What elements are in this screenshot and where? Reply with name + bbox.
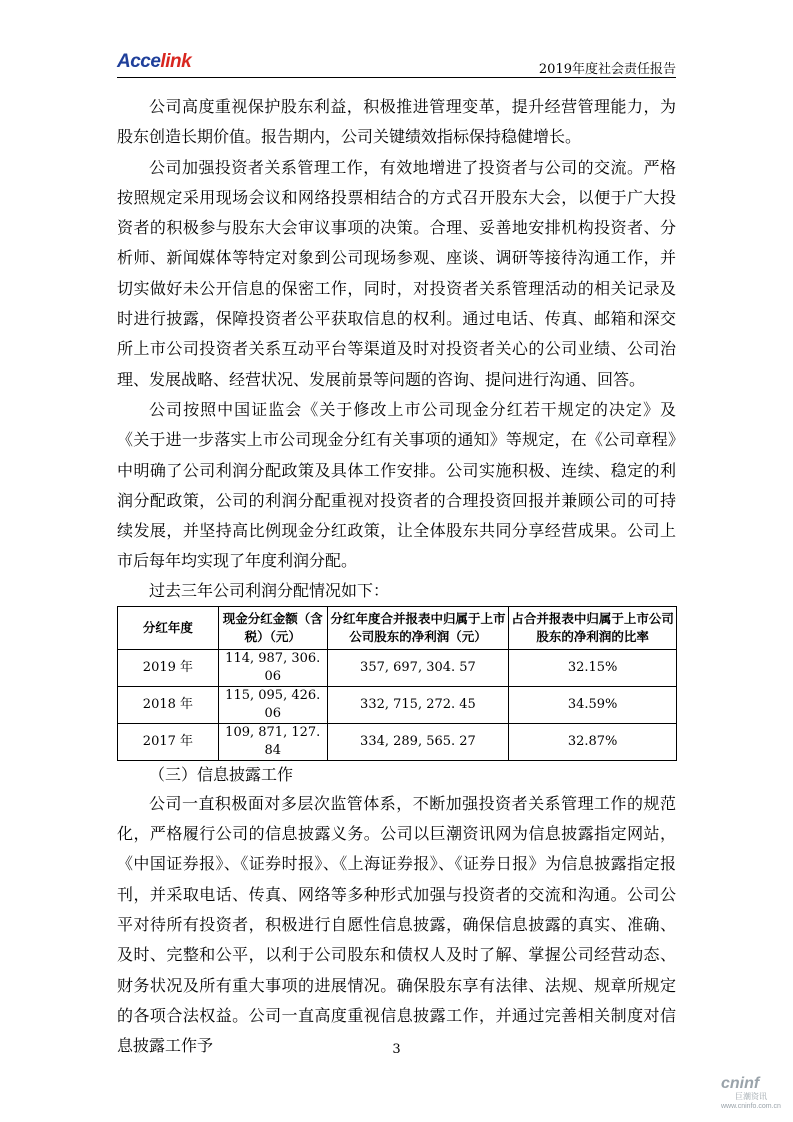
report-title: 2019年度社会责任报告 — [538, 62, 676, 77]
cell-cash-dividend: 115, 095, 426. 06 — [218, 686, 327, 723]
table-row — [118, 723, 677, 760]
cell-year: 2018 年 — [118, 686, 219, 723]
paragraph-information-disclosure: 公司一直积极面对多层次监管体系，不断加强投资者关系管理工作的规范化，严格履行公司的信息披露义务。公司以巨潮资讯网为信息披露指定网站，《中国证券报》、《证券时报》、《上海证券报》、《证券日报》为信息披露指定报刊，并采取电话、传真、网络等多种形式加强与投资者的交流和沟通。公司公平对待所有投资者，积极进行自愿性信息披露，确保信息披露的真实、准确、及时、完整和公平，以利于公司股东和债权人及时了解、掌握公司经营动态、财务状况及所有重大事项的进展情况。确保股东享有法律、法规、规章所规定的各项合法权益。公司一直高度重视信息披露工作，并通过完善相关制度对信息披露工作予 — [117, 793, 676, 1056]
header-year: 分红年度 — [118, 606, 219, 649]
header-net-profit: 分红年度合并报表中归属于上市公司股东的净利润（元） — [327, 606, 509, 649]
table-header-row — [118, 606, 677, 649]
cell-cash-dividend: 109, 871, 127. 84 — [218, 723, 327, 760]
cell-cash-dividend: 114, 987, 306. 06 — [218, 649, 327, 686]
paragraph-investor-relations: 公司加强投资者关系管理工作，有效地增进了投资者与公司的交流。严格按照规定采用现场会议和网络投票相结合的方式召开股东大会，以便于广大投资者的积极参与股东大会审议事项的决策。合理、妥善地安排机构投资者、分析师、新闻媒体等特定对象到公司现场参观、座谈、调研等接待沟通工作，并切实做好未公开信息的保密工作，同时，对投资者关系管理活动的相关记录及时进行披露，保障投资者公平获取信息的权利。通过电话、传真、邮箱和深交所上市公司投资者关系互动平台等渠道及时对投资者关心的公司业绩、公司治理、发展战略、经营状况、发展前景等问题的咨询、提问进行沟通、回答。 — [117, 157, 676, 389]
profit-distribution-table — [117, 606, 677, 761]
header-cash-dividend: 现金分红金额（含税）（元） — [218, 606, 327, 649]
header-ratio: 占合并报表中归属于上市公司股东的净利润的比率 — [509, 606, 677, 649]
page-number: 3 — [392, 1042, 401, 1057]
table-row — [118, 686, 677, 723]
cell-year: 2017 年 — [118, 723, 219, 760]
cninfo-watermark — [721, 1076, 781, 1111]
page-body — [117, 92, 676, 1061]
watermark-logo: cninf — [721, 1075, 760, 1092]
table-row — [118, 649, 677, 686]
cell-ratio: 32.87% — [509, 723, 677, 760]
cell-net-profit: 332, 715, 272. 45 — [327, 686, 509, 723]
company-logo: Accelink — [117, 51, 192, 72]
paragraph-profit-distribution: 公司按照中国证监会《关于修改上市公司现金分红若干规定的决定》及《关于进一步落实上市公司现金分红有关事项的通知》等规定，在《公司章程》中明确了公司利润分配政策及具体工作安排。公司实施积极、连续、稳定的利润分配政策，公司的利润分配重视对投资者的合理投资回报并兼顾公司的可持续发展，并坚持高比例现金分红政策，让全体股东共同分享经营成果。公司上市后每年均实现了年度利润分配。 — [117, 399, 676, 571]
cell-ratio: 34.59% — [509, 686, 677, 723]
cell-net-profit: 357, 697, 304. 57 — [327, 649, 509, 686]
table-intro: 过去三年公司利润分配情况如下： — [149, 580, 390, 600]
cell-ratio: 32.15% — [509, 649, 677, 686]
header-divider — [117, 77, 676, 78]
paragraph-shareholder-value: 公司高度重视保护股东利益，积极推进管理变革，提升经营管理能力，为股东创造长期价值。报告期内，公司关键绩效指标保持稳健增长。 — [117, 97, 676, 147]
watermark-name: 巨潮资讯 — [735, 1092, 767, 1101]
watermark-url: www.cninfo.com.cn — [721, 1103, 781, 1110]
cell-net-profit: 334, 289, 565. 27 — [327, 723, 509, 760]
cell-year: 2019 年 — [118, 649, 219, 686]
section-heading: （三）信息披露工作 — [149, 764, 294, 784]
